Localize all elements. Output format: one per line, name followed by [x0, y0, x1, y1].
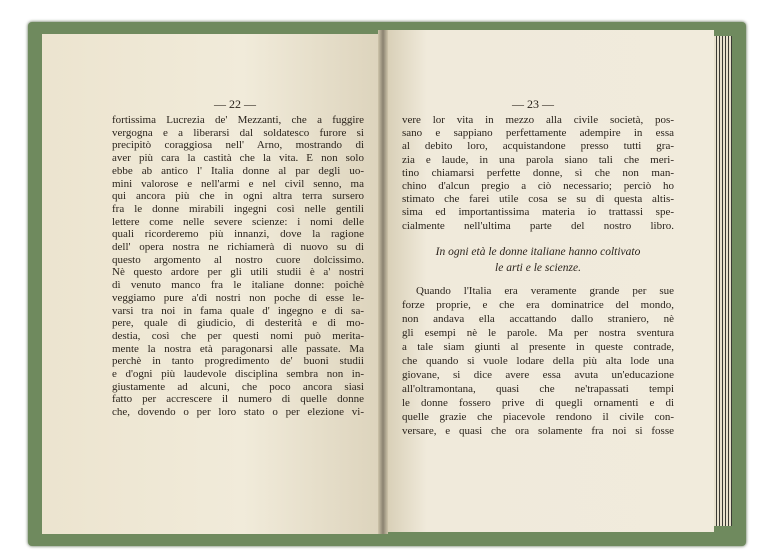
text-line: forze proprie, e che era dominatrice del mondo, [402, 299, 674, 311]
text-line: zia e laude, in una parola siano tali che meri- [402, 153, 674, 166]
text-line: fortissima Lucrezia de' Mezzanti, che a fuggire [112, 114, 364, 126]
right-page-paragraph [402, 284, 674, 438]
text-line: gli esempi nè le parole. Ma per nostra sventura [402, 327, 674, 339]
text-line: al debito loro, acquistandone presso tutti gra- [402, 140, 674, 153]
text-line: giustamente ad alcuni, che poco ancora siasi [112, 380, 364, 393]
text-line: che, dovendo o per loro stato o per elezione vi- [112, 406, 364, 419]
text-line: chino d'alcun pregio a ciò necessario; perciò ho [402, 180, 674, 193]
text-line: destia, così che per questi nomi può merita- [112, 329, 364, 342]
text-line: stimato che farei utile cosa se su di questa altis- [402, 193, 674, 206]
text-line: ebbe ab antico l' Italia donne al par degli uo- [112, 164, 364, 177]
text-line: sima ed importantissima materia io trattassi spe- [402, 206, 674, 219]
text-line: vere lor vita in mezzo alla civile società, pos- [402, 114, 674, 126]
book-gutter [378, 30, 388, 534]
text-line: non andava ella accattando dallo straniero, nè [402, 313, 674, 325]
heading-line: In ogni età le donne italiane hanno coltivato [435, 246, 641, 258]
text-line: fra le donne mirabili ingegni così nelle gentili [112, 202, 364, 215]
text-line: le donne fossero prive di quegli ornamenti e di [402, 397, 674, 409]
text-line: fatto per accrescere il numero di quelle donne [112, 393, 364, 406]
text-line: giovane, si dice avere essa avuta un'educazione [402, 369, 674, 381]
text-line: sano e sappiano perfettamente adempire in essa [402, 127, 674, 140]
text-line: quali ricorderemo più innanzi, dove la ragione [112, 228, 364, 241]
text-line: quelle grazie che piacevole rendono il civile con- [402, 411, 674, 423]
text-line: pere, quale di giudicio, di desterità e di mo- [112, 317, 364, 330]
right-page-text [402, 114, 674, 233]
text-line: precipitò coraggiosa nell' Arno, mostrando di [112, 139, 364, 152]
text-line: lettere come nelle severe scienze: i nomi delle [112, 215, 364, 228]
text-line: dì venuto manco fra le italiane donne: poichè [112, 279, 364, 292]
page-edges [714, 36, 732, 526]
text-line: a tale siam giunti al presente in queste contrade, [402, 341, 674, 353]
text-line: Quando l'Italia era veramente grande per sue [416, 285, 674, 297]
text-line: Nè questo ardore per gli utili studii è a' nostri [112, 266, 364, 279]
text-line: aver più cara la castità che la vita. E non solo [112, 152, 364, 165]
text-line: qui ancora più che in ogni altra terra sursero [112, 190, 364, 203]
text-line: e d'ogni più laudevole disciplina sembra non in- [112, 368, 364, 381]
text-line: cialmente nell'ultima parte del nostro libro. [402, 219, 674, 232]
text-line: versare, e quasi che ora solamente fra noi si fosse [402, 425, 674, 437]
text-line: veggiamo pure a'dì nostri non poche di esse le- [112, 291, 364, 304]
heading-line: le arti e le scienze. [495, 262, 581, 274]
text-line: tino chiamarsi perfette donne, sì che non man- [402, 166, 674, 179]
text-line: questo argomento al nostro cuore dolcissimo. [112, 253, 364, 266]
text-line: all'oltramontana, quasi che ne'trapassati tempi [402, 383, 674, 395]
text-line: perchè in tanto progredimento de' buoni studii [112, 355, 364, 368]
left-page-text [112, 114, 364, 419]
text-line: vergogna e a liberarsi dal soldatesco furore si [112, 126, 364, 139]
text-line: mente la nostra età paragonarsi alle passate. Ma [112, 342, 364, 355]
text-line: mini valorose e nell'armi e nel civil senno, ma [112, 177, 364, 190]
text-line: varsi tra noi in fama quale d' ingegno e di sa- [112, 304, 364, 317]
text-line: dell' opera nostra ne richiamerà di nuovo su di [112, 241, 364, 254]
section-heading [402, 244, 674, 276]
text-line: che quando si vuole lodare della più alta lode una [402, 355, 674, 367]
left-page-number: — 22 — [214, 97, 256, 111]
right-page-number: — 23 — [512, 97, 554, 111]
